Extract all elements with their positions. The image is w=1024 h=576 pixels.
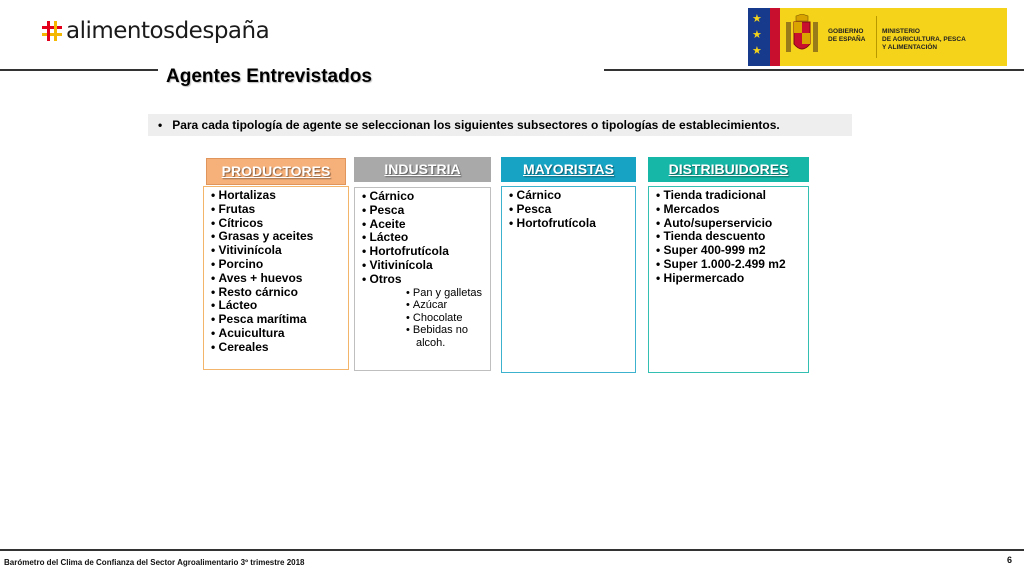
distribuidores-list	[656, 189, 804, 286]
sub-list-item: • Chocolate	[406, 312, 486, 325]
list-item: • Cítricos	[211, 217, 344, 231]
list-item: • Mercados	[656, 203, 804, 217]
industria-list	[362, 190, 486, 287]
distribuidores-list-box	[648, 186, 809, 373]
sub-list-item: • Azúcar	[406, 299, 486, 312]
list-item: • Hortofrutícola	[362, 245, 486, 259]
mayoristas-list-box	[501, 186, 636, 373]
list-item: • Hortofrutícola	[509, 217, 631, 231]
alimentos-de-espana-logo	[42, 14, 269, 48]
coat-of-arms-icon	[782, 14, 822, 60]
list-item: • Tienda descuento	[656, 230, 804, 244]
list-item: • Hipermercado	[656, 272, 804, 286]
header-rule-left	[0, 69, 158, 71]
list-item: • Porcino	[211, 258, 344, 272]
intro-bar	[148, 114, 852, 136]
intro-text: Para cada tipología de agente se seleccionan los siguientes subsectores o tipologías de establecimientos.	[172, 118, 780, 132]
list-item: • Super 400-999 m2	[656, 244, 804, 258]
productores-header: PRODUCTORES	[206, 158, 346, 185]
list-item: • Acuicultura	[211, 327, 344, 341]
gobierno-text: GOBIERNO DE ESPAÑA	[828, 28, 866, 43]
list-item: • Pesca	[362, 204, 486, 218]
list-item: • Pesca	[509, 203, 631, 217]
mayoristas-header: MAYORISTAS	[501, 157, 636, 182]
productores-list	[211, 189, 344, 355]
list-item: • Grasas y aceites	[211, 230, 344, 244]
list-item: • Aves + huevos	[211, 272, 344, 286]
footer-rule	[0, 549, 1024, 551]
list-item: • Lácteo	[211, 299, 344, 313]
industria-otros-sublist	[406, 287, 486, 350]
logo-text: alimentosdespaña	[66, 18, 270, 44]
list-item: • Vitivinícola	[211, 244, 344, 258]
red-stripe	[770, 8, 780, 66]
industria-header: INDUSTRIA	[354, 157, 491, 182]
list-item: • Cereales	[211, 341, 344, 355]
hash-logo-icon	[42, 21, 62, 41]
list-item: • Aceite	[362, 218, 486, 232]
list-item: • Hortalizas	[211, 189, 344, 203]
sub-list-item: • Pan y galletas	[406, 287, 486, 300]
list-item: • Resto cárnico	[211, 286, 344, 300]
page-title: Agentes Entrevistados	[166, 66, 372, 87]
list-item: • Cárnico	[362, 190, 486, 204]
list-item: • Cárnico	[509, 189, 631, 203]
list-item: • Vitivinícola	[362, 259, 486, 273]
industria-list-box	[354, 187, 491, 371]
list-item: • Tienda tradicional	[656, 189, 804, 203]
list-item: • Frutas	[211, 203, 344, 217]
eu-flag-icon: ★ ★ ★	[748, 8, 770, 66]
list-item: • Super 1.000-2.499 m2	[656, 258, 804, 272]
productores-list-box	[203, 186, 349, 370]
ministry-banner	[748, 8, 1007, 66]
footer-text: Barómetro del Clima de Confianza del Sector Agroalimentario 3º trimestre 2018	[4, 558, 305, 567]
list-item: • Otros	[362, 273, 486, 287]
page-number: 6	[1006, 555, 1012, 565]
distribuidores-header: DISTRIBUIDORES	[648, 157, 809, 182]
intro-bullet: •	[158, 118, 163, 132]
list-item: • Auto/superservicio	[656, 217, 804, 231]
list-item: • Pesca marítima	[211, 313, 344, 327]
header-rule-right	[604, 69, 1024, 71]
list-item: • Lácteo	[362, 231, 486, 245]
mayoristas-list	[509, 189, 631, 230]
ministerio-text: MINISTERIO DE AGRICULTURA, PESCA Y ALIMENTACIÓN	[882, 28, 966, 51]
sub-list-item: • Bebidas no alcoh.	[406, 324, 486, 349]
